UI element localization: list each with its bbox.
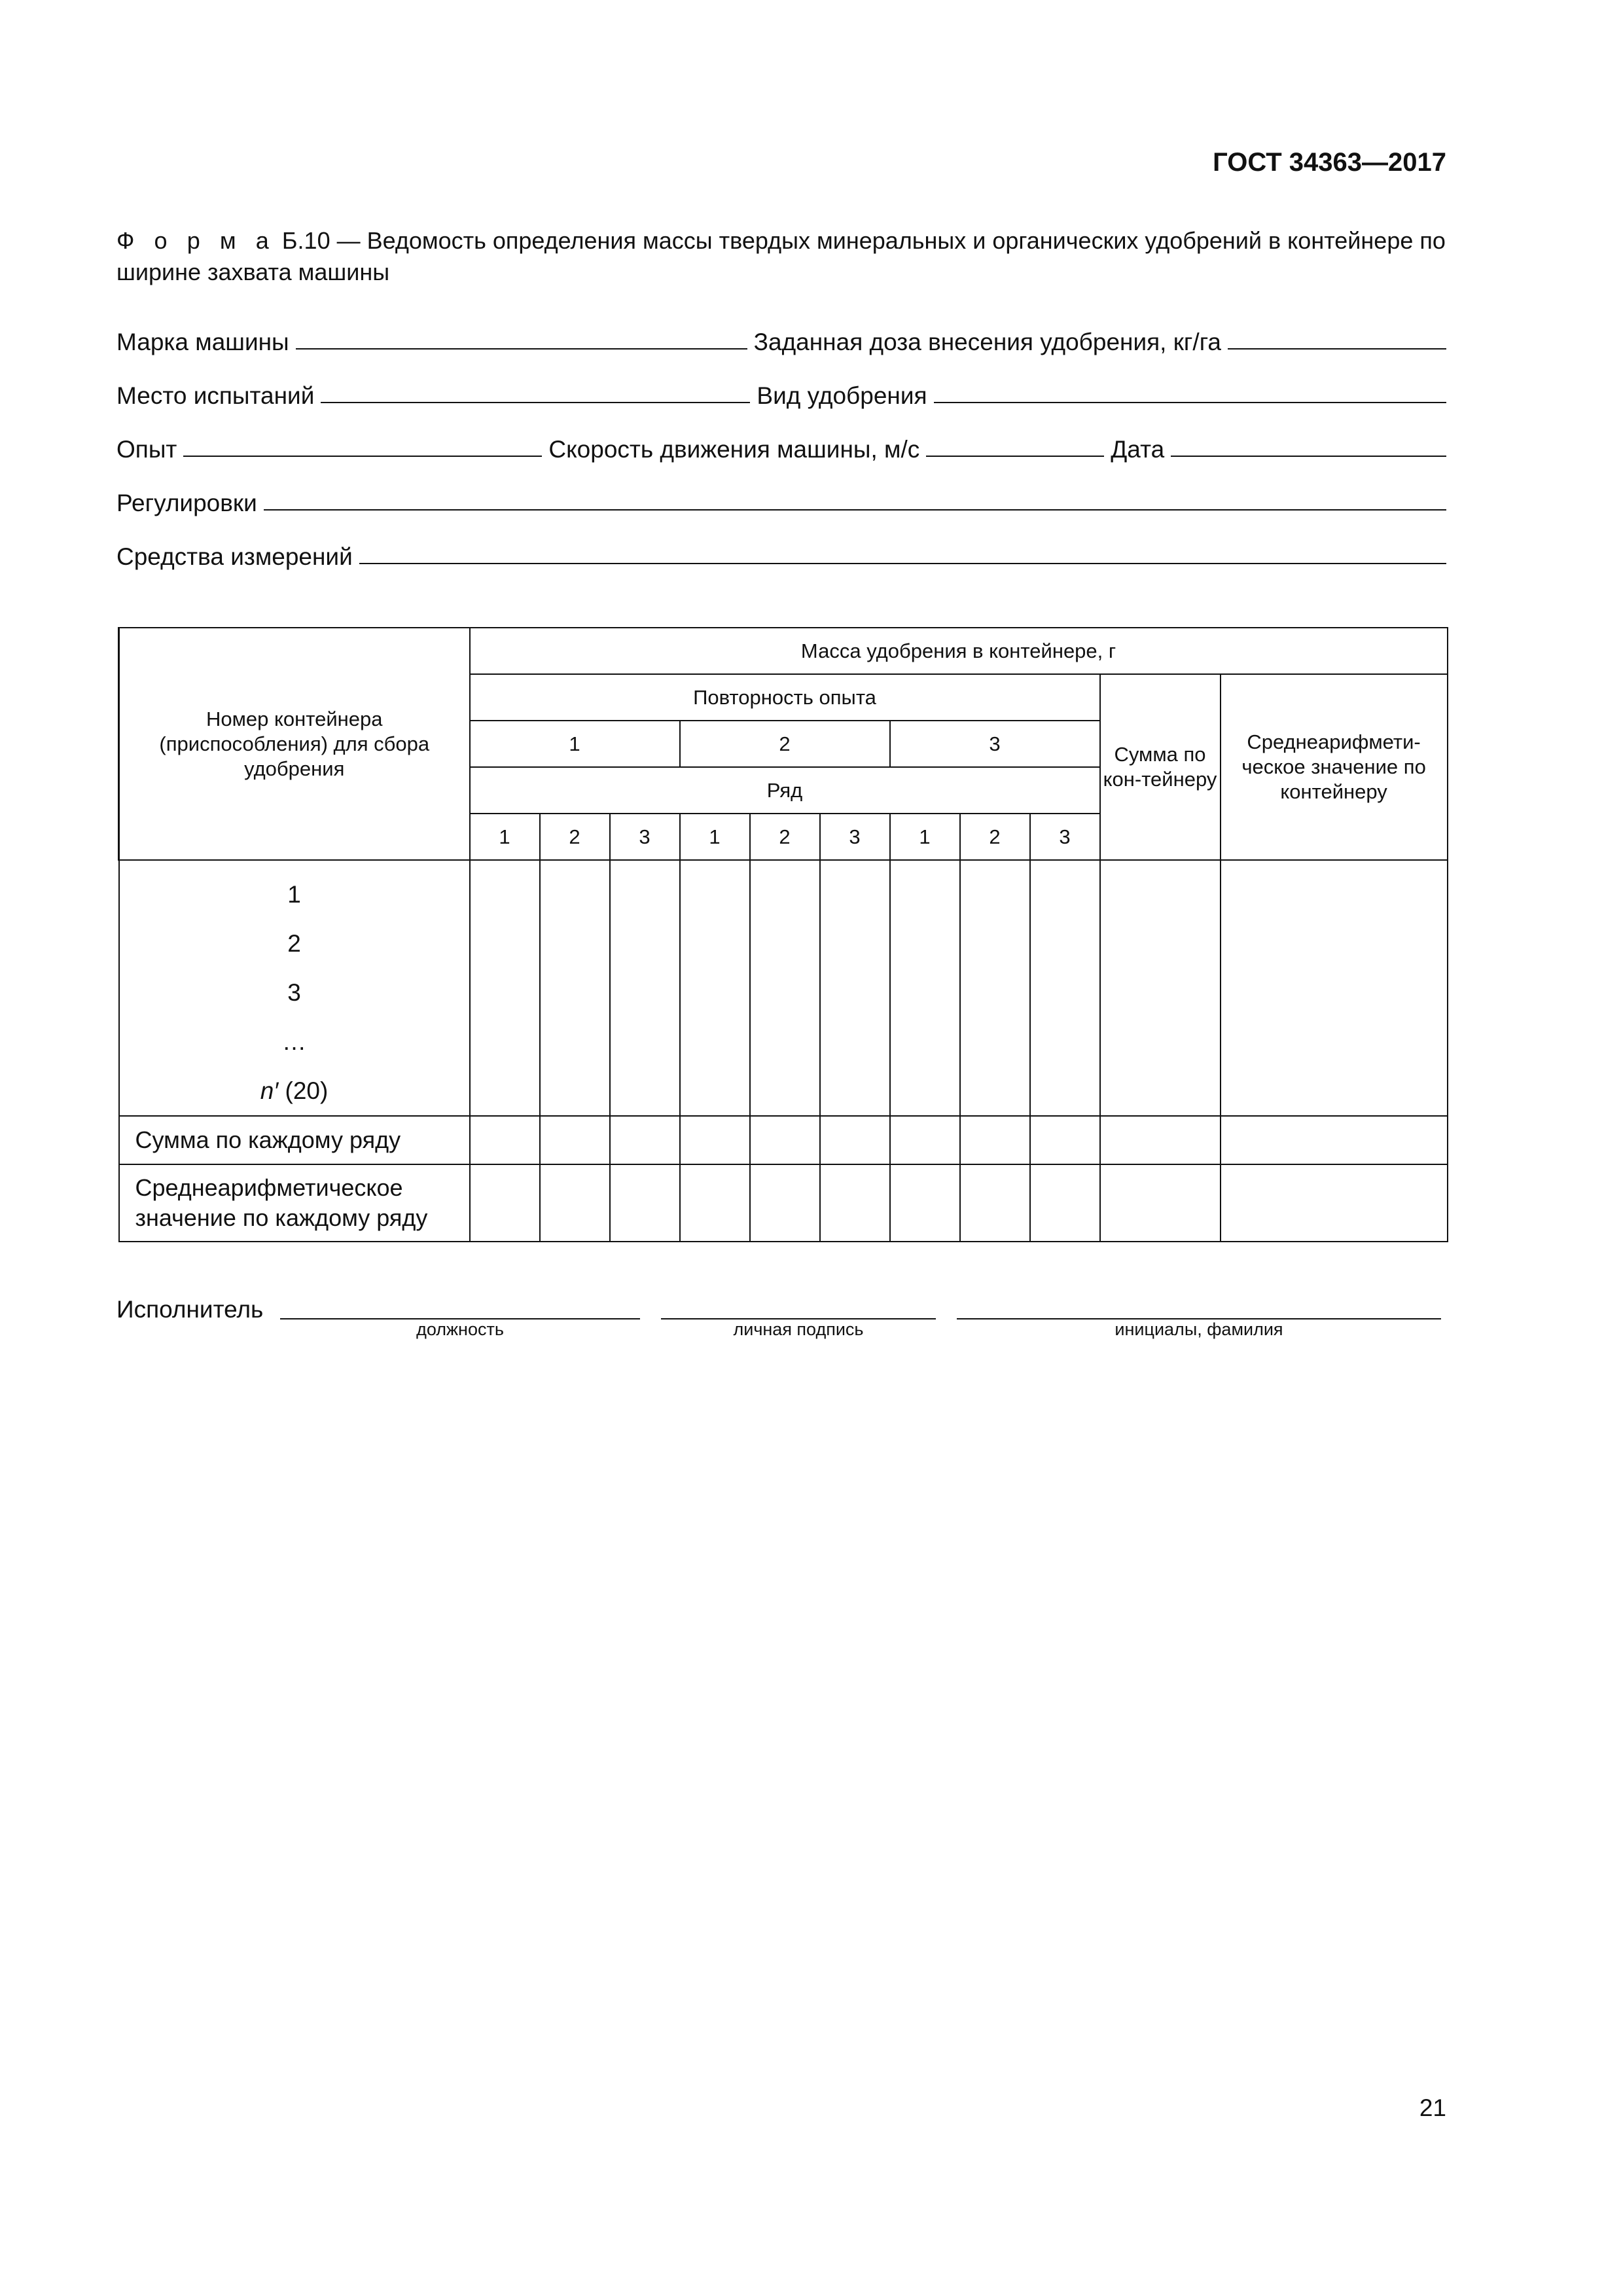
table-cell[interactable] — [1100, 860, 1221, 1116]
row-number: 3 — [1030, 814, 1100, 860]
sum-per-row-label: Сумма по каждому ряду — [119, 1116, 470, 1164]
container-number: 2 — [287, 930, 301, 957]
row-number: 2 — [960, 814, 1030, 860]
container-number: 3 — [287, 979, 301, 1006]
position-field — [280, 1316, 640, 1340]
table-cell[interactable] — [820, 1116, 890, 1164]
position-caption: должность — [416, 1319, 504, 1339]
form-prefix: Ф о р м а — [116, 227, 276, 254]
machine-brand-label: Марка машины — [116, 329, 289, 355]
mean-per-container-header: Среднеарифмети-ческое значение по контейнеру — [1221, 674, 1448, 860]
page-number: 21 — [1419, 2094, 1446, 2121]
row-number: 3 — [820, 814, 890, 860]
container-number-last — [120, 1066, 469, 1115]
table-cell[interactable] — [820, 1164, 890, 1242]
repetition-header: Повторность опыта — [470, 674, 1100, 721]
table-cell[interactable] — [1030, 1164, 1100, 1242]
measuring-instruments-blank[interactable] — [359, 560, 1446, 564]
table-cell[interactable] — [960, 1164, 1030, 1242]
table-cell[interactable] — [1100, 1116, 1221, 1164]
table-cell[interactable] — [1030, 1116, 1100, 1164]
measuring-instruments-label: Средства измерений — [116, 543, 353, 570]
row-header: Ряд — [470, 767, 1100, 814]
name-field — [957, 1316, 1441, 1340]
date-label: Дата — [1111, 436, 1165, 463]
table-cell[interactable] — [1221, 1116, 1448, 1164]
container-count-symbol: n′ — [260, 1077, 279, 1104]
table-cell[interactable] — [470, 860, 540, 1116]
table-cell[interactable] — [750, 860, 820, 1116]
repetition-number: 2 — [680, 721, 890, 767]
row-number: 3 — [610, 814, 680, 860]
table-cell[interactable] — [960, 860, 1030, 1116]
table-row-sum — [119, 1116, 1448, 1164]
table-cell[interactable] — [680, 1164, 750, 1242]
table-cell[interactable] — [1221, 1164, 1448, 1242]
machine-brand-blank[interactable] — [296, 346, 747, 350]
form-title — [116, 225, 1446, 288]
table-row-mean — [119, 1164, 1448, 1242]
document-code: ГОСТ 34363—2017 — [1213, 148, 1446, 177]
fertilizer-type-blank[interactable] — [934, 399, 1446, 403]
table-cell[interactable] — [610, 860, 680, 1116]
row-number: 2 — [750, 814, 820, 860]
mean-per-row-label: Среднеарифметическое значение по каждому ряду — [119, 1164, 470, 1242]
table-cell[interactable] — [750, 1116, 820, 1164]
repetition-number: 1 — [470, 721, 680, 767]
row-number: 1 — [680, 814, 750, 860]
fertilizer-type-label: Вид удобрения — [757, 382, 927, 409]
mass-table — [118, 627, 1448, 1242]
table-cell[interactable] — [1100, 1164, 1221, 1242]
signature-field — [661, 1316, 936, 1340]
row-number: 2 — [540, 814, 610, 860]
row-number: 1 — [890, 814, 960, 860]
container-number: … — [282, 1028, 306, 1055]
row-number: 1 — [470, 814, 540, 860]
table-cell[interactable] — [470, 1116, 540, 1164]
table-cell[interactable] — [890, 1116, 960, 1164]
table-row-containers — [119, 860, 1448, 1116]
table-cell[interactable] — [750, 1164, 820, 1242]
table-cell[interactable] — [680, 1116, 750, 1164]
field-row-experiment — [116, 427, 1446, 463]
table-cell[interactable] — [540, 1116, 610, 1164]
adjustments-blank[interactable] — [264, 507, 1446, 511]
test-place-blank[interactable] — [321, 399, 750, 403]
table-cell[interactable] — [680, 860, 750, 1116]
date-blank[interactable] — [1171, 453, 1446, 457]
table-cell[interactable] — [540, 1164, 610, 1242]
container-number-list — [119, 860, 470, 1116]
table-cell[interactable] — [1221, 860, 1448, 1116]
experiment-label: Опыт — [116, 436, 177, 463]
target-dose-label: Заданная доза внесения удобрения, кг/га — [753, 329, 1221, 355]
sum-per-container-header: Сумма по кон-тейнеру — [1100, 674, 1221, 860]
field-row-adjustments — [116, 480, 1446, 517]
adjustments-label: Регулировки — [116, 490, 257, 516]
table-cell[interactable] — [960, 1116, 1030, 1164]
table-cell[interactable] — [610, 1164, 680, 1242]
test-place-label: Место испытаний — [116, 382, 315, 409]
target-dose-blank[interactable] — [1228, 346, 1446, 350]
table-cell[interactable] — [890, 1164, 960, 1242]
mass-header: Масса удобрения в контейнере, г — [470, 628, 1448, 674]
container-count: (20) — [278, 1077, 329, 1104]
table-cell[interactable] — [820, 860, 890, 1116]
table-cell[interactable] — [1030, 860, 1100, 1116]
container-number: 1 — [287, 881, 301, 908]
table-cell[interactable] — [540, 860, 610, 1116]
field-row-instruments — [116, 534, 1446, 571]
container-number-header: Номер контейнера (приспособления) для сбора удобрения — [119, 628, 470, 860]
table-cell[interactable] — [890, 860, 960, 1116]
form-title-text: Б.10 — Ведомость определения массы твердых минеральных и органических удобрений в контейнере по ширине захвата машины — [116, 227, 1446, 285]
executor-label: Исполнитель — [116, 1296, 264, 1323]
repetition-number: 3 — [890, 721, 1100, 767]
field-row-machine — [116, 319, 1446, 356]
table-cell[interactable] — [610, 1116, 680, 1164]
experiment-blank[interactable] — [183, 453, 542, 457]
signature-caption: личная подпись — [733, 1319, 864, 1339]
field-row-place — [116, 373, 1446, 410]
table-cell[interactable] — [470, 1164, 540, 1242]
machine-speed-label: Скорость движения машины, м/с — [548, 436, 920, 463]
header-row-1 — [119, 628, 1448, 674]
machine-speed-blank[interactable] — [926, 453, 1104, 457]
name-caption: инициалы, фамилия — [1115, 1319, 1283, 1339]
